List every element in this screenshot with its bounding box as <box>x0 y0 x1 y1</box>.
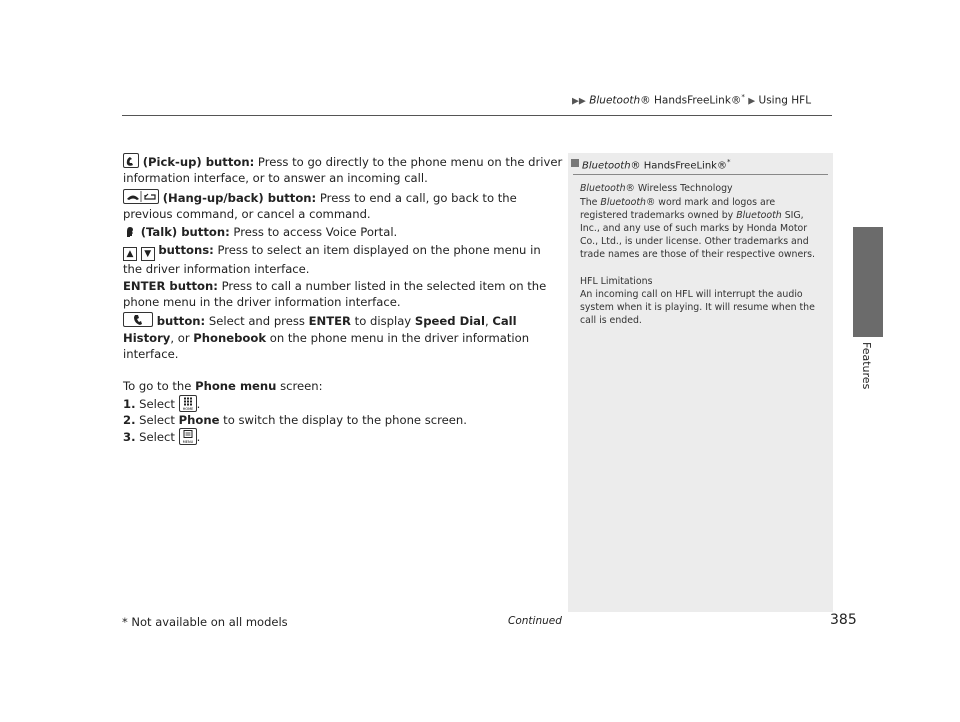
breadcrumb: ▶▶ Bluetooth® HandsFreeLink®* ▶ Using HFL <box>572 93 812 107</box>
section-tab <box>853 227 883 337</box>
step-1: 1. Select HOME . <box>123 396 201 411</box>
hangup-paragraph: (Hang-up/back) button: Press to end a call, go back to the previous command, or cancel a command. <box>123 190 517 221</box>
sidebar-subheading: Bluetooth® Wireless Technology <box>580 183 733 195</box>
breadcrumb-item-bluetooth: Bluetooth <box>589 94 641 107</box>
buttons-paragraph: ▲ ▼ buttons: Press to select an item displayed on the phone menu in the driver information interface. <box>123 243 541 277</box>
section-label: Features <box>860 342 873 390</box>
step-2: 2. Select Phone to switch the display to the phone screen. <box>123 412 467 427</box>
talk-paragraph: (Talk) button: Press to access Voice Portal. <box>123 224 563 240</box>
breadcrumb-arrow-icon: ▶▶ <box>572 96 586 107</box>
pickup-phone-icon <box>123 153 139 168</box>
goto-heading: To go to the Phone menu screen: <box>123 379 323 394</box>
menu-icon <box>179 428 197 445</box>
scroll-down-icon: ▼ <box>141 247 155 261</box>
enter-paragraph: ENTER button: Press to call a number listed in the selected item on the phone menu in the driver information interface. <box>123 278 547 310</box>
main-content <box>123 153 563 445</box>
svg-text:HOME: HOME <box>182 406 193 411</box>
breadcrumb-arrow-icon: ▶ <box>748 96 756 107</box>
footnote: * Not available on all models <box>122 615 288 629</box>
sidebar-note <box>568 153 833 612</box>
step-3: 3. Select MENU . <box>123 430 201 445</box>
sidebar-title: Bluetooth® HandsFreeLink®* <box>568 158 833 171</box>
sidebar-body <box>568 175 833 327</box>
svg-text:MENU: MENU <box>182 440 193 445</box>
phone-button-icon <box>123 312 153 327</box>
breadcrumb-item-using-hfl: Using HFL <box>758 94 812 107</box>
sidebar-limitations-text: An incoming call on HFL will interrupt the audio system when it is playing. It will resume when the call is ended. <box>580 288 815 327</box>
talk-button-icon <box>123 225 137 238</box>
hangup-phone-icon <box>123 189 159 204</box>
note-marker-icon <box>571 159 579 167</box>
pickup-paragraph: (Pick-up) button: Press to go directly to the phone menu on the driver information interface, or to answer an incoming call. <box>123 155 563 186</box>
scroll-up-icon: ▲ <box>123 247 137 261</box>
phone-button-paragraph: button: Select and press ENTER to display Speed Dial, Call History, or Phonebook on the phone menu in the driver information interface. <box>123 314 530 361</box>
page-number: 385 <box>830 612 857 628</box>
sidebar-limitations-title: HFL Limitations <box>580 275 653 287</box>
home-icon <box>179 395 197 412</box>
header-rule <box>122 115 832 116</box>
continued-label: Continued <box>508 615 562 627</box>
sidebar-trademark-text: The Bluetooth® word mark and logos are registered trademarks owned by Bluetooth SIG, Inc., and any use of such marks by Honda Motor Co., Ltd., is under license. Other trademarks and trade names are those of their respective owners. <box>580 196 815 261</box>
